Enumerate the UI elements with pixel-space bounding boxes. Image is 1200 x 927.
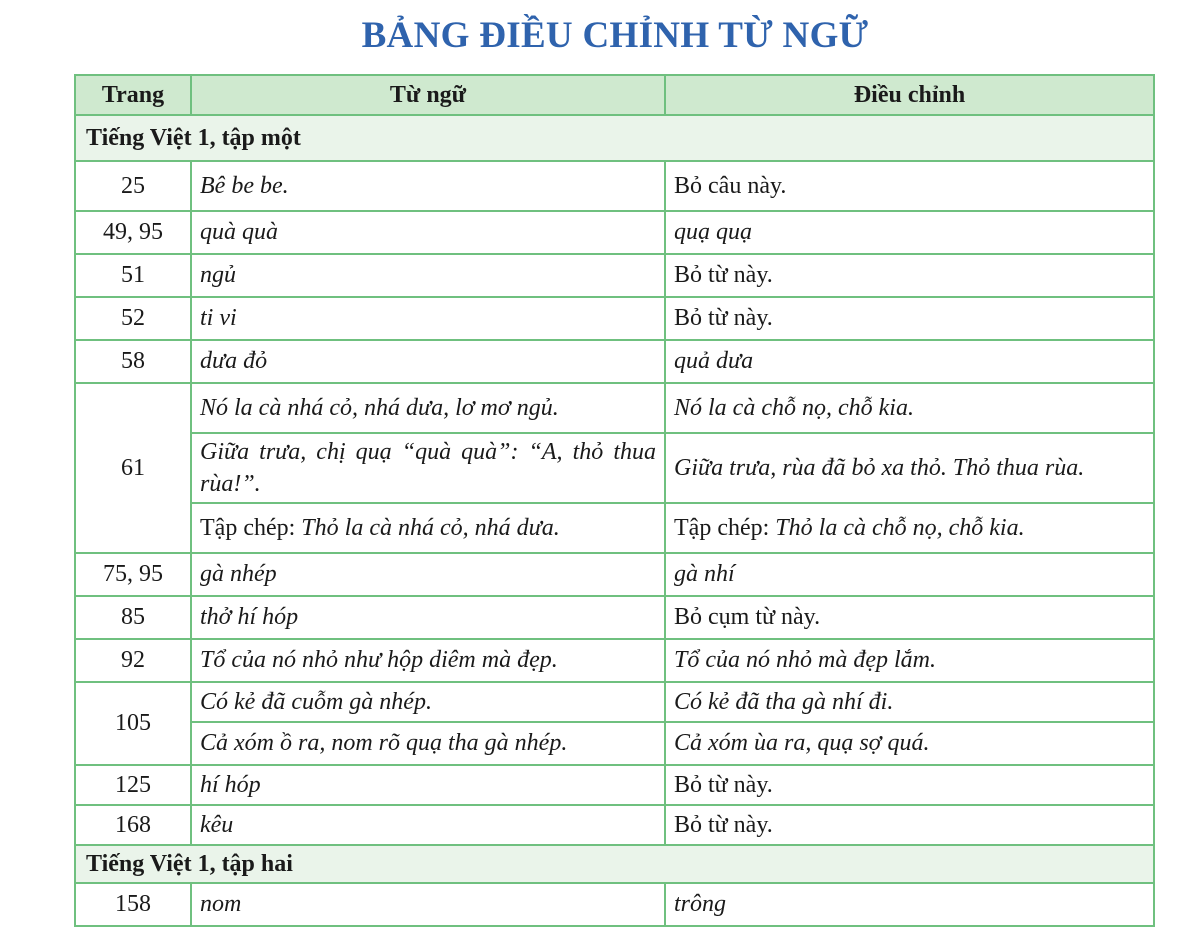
table-row xyxy=(75,161,1154,211)
table-row xyxy=(75,639,1154,682)
header-page: Trang xyxy=(75,75,191,115)
page-cell: 92 xyxy=(75,639,191,682)
word-cell: hí hóp xyxy=(191,765,665,805)
word-cell: Có kẻ đã cuỗm gà nhép. xyxy=(191,682,665,722)
adjustment-cell: gà nhí xyxy=(665,553,1154,596)
table-row xyxy=(75,433,1154,503)
table-row xyxy=(75,805,1154,845)
section-label: Tiếng Việt 1, tập một xyxy=(75,115,1154,161)
table-row xyxy=(75,722,1154,765)
page-cell: 49, 95 xyxy=(75,211,191,254)
table-row xyxy=(75,383,1154,433)
adjustment-cell: Bỏ từ này. xyxy=(665,297,1154,340)
word-cell: ngủ xyxy=(191,254,665,297)
word-cell: Bê be be. xyxy=(191,161,665,211)
table-row xyxy=(75,340,1154,383)
adjustment-text: Thỏ la cà chỗ nọ, chỗ kia. xyxy=(775,514,1025,541)
word-cell xyxy=(191,503,665,553)
page-cell: 58 xyxy=(75,340,191,383)
word-cell: thở hí hóp xyxy=(191,596,665,639)
adjustment-prefix: Tập chép: xyxy=(674,514,770,541)
table-row xyxy=(75,254,1154,297)
page-title: BẢNG ĐIỀU CHỈNH TỪ NGỮ xyxy=(361,15,869,56)
adjustment-cell: Tổ của nó nhỏ mà đẹp lắm. xyxy=(665,639,1154,682)
page-cell: 105 xyxy=(75,682,191,765)
section-row xyxy=(75,115,1154,161)
word-cell: quà quà xyxy=(191,211,665,254)
word-prefix: Tập chép: xyxy=(200,514,296,541)
adjustment-cell xyxy=(665,503,1154,553)
page-cell: 168 xyxy=(75,805,191,845)
page-cell: 85 xyxy=(75,596,191,639)
word-cell: gà nhép xyxy=(191,553,665,596)
adjustment-cell: Nó la cà chỗ nọ, chỗ kia. xyxy=(665,383,1154,433)
word-adjustment-table xyxy=(74,74,1155,927)
word-cell: Cả xóm ồ ra, nom rõ quạ tha gà nhép. xyxy=(191,722,665,765)
page-cell: 158 xyxy=(75,883,191,926)
adjustment-cell: Cả xóm ùa ra, quạ sợ quá. xyxy=(665,722,1154,765)
word-cell: ti vi xyxy=(191,297,665,340)
header-word: Từ ngữ xyxy=(191,75,665,115)
table-row xyxy=(75,297,1154,340)
header-adjustment: Điều chỉnh xyxy=(665,75,1154,115)
table-row xyxy=(75,503,1154,553)
word-cell: Giữa trưa, chị quạ “quà quà”: “A, thỏ thua rùa!”. xyxy=(191,433,665,503)
adjustment-cell: Bỏ câu này. xyxy=(665,161,1154,211)
adjustment-cell: Giữa trưa, rùa đã bỏ xa thỏ. Thỏ thua rùa. xyxy=(665,433,1154,503)
page-cell: 51 xyxy=(75,254,191,297)
table-row xyxy=(75,211,1154,254)
page-cell: 52 xyxy=(75,297,191,340)
word-cell: Tổ của nó nhỏ như hộp diêm mà đẹp. xyxy=(191,639,665,682)
word-cell: Nó la cà nhá cỏ, nhá dưa, lơ mơ ngủ. xyxy=(191,383,665,433)
word-cell: nom xyxy=(191,883,665,926)
table-row xyxy=(75,765,1154,805)
adjustment-cell: Bỏ từ này. xyxy=(665,254,1154,297)
table-row xyxy=(75,883,1154,926)
word-text: Thỏ la cà nhá cỏ, nhá dưa. xyxy=(301,514,560,541)
adjustment-cell: Bỏ từ này. xyxy=(665,765,1154,805)
table-header-row xyxy=(75,75,1154,115)
adjustment-cell: quả dưa xyxy=(665,340,1154,383)
table-row xyxy=(75,596,1154,639)
page-cell: 25 xyxy=(75,161,191,211)
adjustment-cell: Bỏ cụm từ này. xyxy=(665,596,1154,639)
table-row xyxy=(75,553,1154,596)
table-row xyxy=(75,682,1154,722)
section-row xyxy=(75,845,1154,883)
word-cell: dưa đỏ xyxy=(191,340,665,383)
adjustment-cell: Có kẻ đã tha gà nhí đi. xyxy=(665,682,1154,722)
adjustment-cell: trông xyxy=(665,883,1154,926)
page-cell: 125 xyxy=(75,765,191,805)
page-cell: 75, 95 xyxy=(75,553,191,596)
word-cell: kêu xyxy=(191,805,665,845)
section-label: Tiếng Việt 1, tập hai xyxy=(75,845,1154,883)
adjustment-cell: Bỏ từ này. xyxy=(665,805,1154,845)
page-cell: 61 xyxy=(75,383,191,553)
adjustment-cell: quạ quạ xyxy=(665,211,1154,254)
